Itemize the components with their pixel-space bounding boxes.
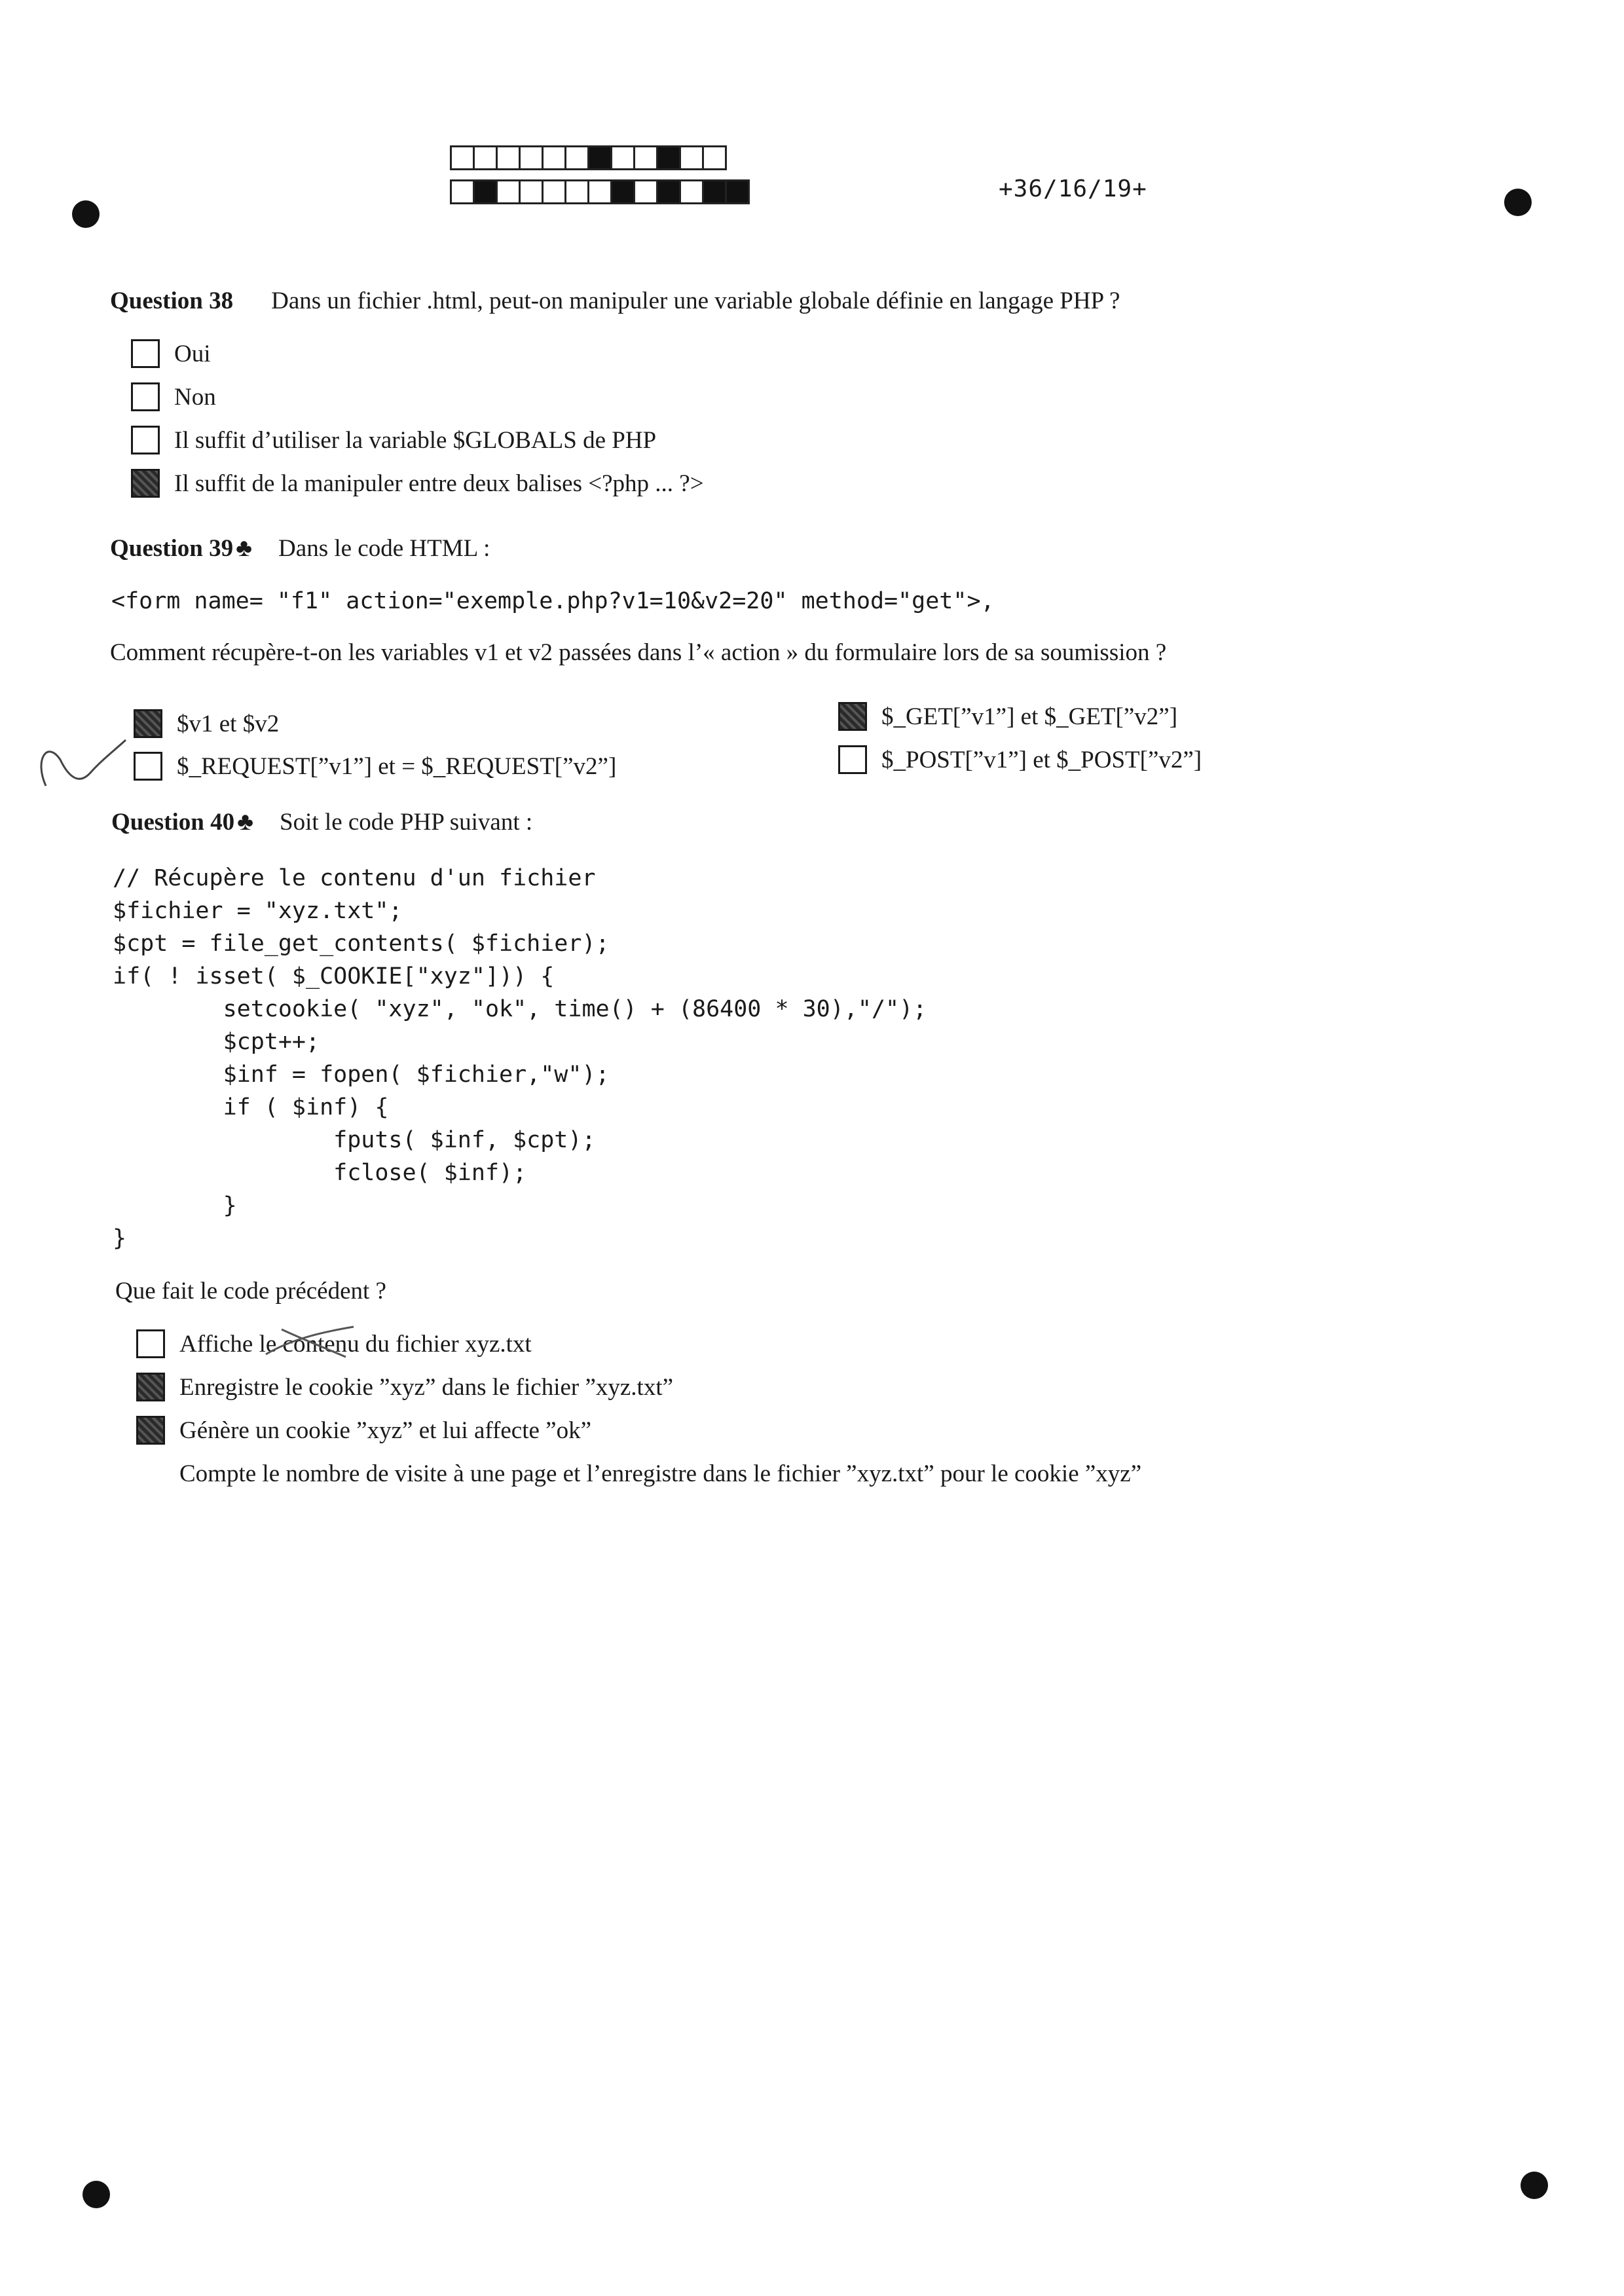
handwritten-strike-mark bbox=[262, 1322, 360, 1361]
q40-option-4[interactable] bbox=[136, 1459, 1141, 1488]
barcode-cell bbox=[473, 145, 498, 170]
barcode-cell bbox=[519, 179, 544, 204]
checkbox-filled[interactable] bbox=[131, 469, 160, 498]
barcode-cell bbox=[702, 179, 727, 204]
q39-option-2[interactable] bbox=[838, 702, 1177, 731]
barcode-cell bbox=[656, 179, 681, 204]
barcode-cell bbox=[633, 145, 658, 170]
option-label: $_POST[”v1”] et $_POST[”v2”] bbox=[881, 746, 1202, 773]
barcode-cell bbox=[542, 179, 566, 204]
handwritten-margin-mark bbox=[28, 714, 132, 799]
option-label: Oui bbox=[174, 340, 211, 367]
barcode-row-1 bbox=[452, 145, 727, 170]
barcode-cell bbox=[564, 179, 589, 204]
barcode-cell bbox=[473, 179, 498, 204]
barcode-cell bbox=[542, 145, 566, 170]
sheet-id: +36/16/19+ bbox=[999, 176, 1147, 202]
checkbox-erased[interactable] bbox=[136, 1459, 165, 1488]
barcode-cell bbox=[610, 145, 635, 170]
barcode-cell bbox=[564, 145, 589, 170]
question-39-prompt: Comment récupère-t-on les variables v1 et v2 passées dans l’« action » du formulaire lors de sa soumission ? bbox=[110, 639, 1167, 666]
registration-mark-bottom-right bbox=[1521, 2172, 1548, 2199]
checkbox[interactable] bbox=[131, 426, 160, 454]
club-icon: ♣ bbox=[236, 534, 253, 562]
option-label: Génère un cookie ”xyz” et lui affecte ”ok” bbox=[179, 1416, 591, 1444]
question-40-heading bbox=[111, 807, 532, 836]
barcode-cell bbox=[702, 145, 727, 170]
checkbox-filled[interactable] bbox=[838, 702, 867, 731]
question-38-heading bbox=[110, 287, 1120, 315]
checkbox[interactable] bbox=[131, 339, 160, 368]
checkbox[interactable] bbox=[134, 752, 162, 781]
barcode-cell bbox=[450, 145, 475, 170]
q38-option-3[interactable] bbox=[131, 426, 656, 454]
q40-option-2[interactable] bbox=[136, 1373, 673, 1401]
question-label: Question 39 bbox=[110, 535, 234, 562]
question-40-prompt: Que fait le code précédent ? bbox=[115, 1278, 386, 1305]
barcode-cell bbox=[679, 179, 704, 204]
option-label: Non bbox=[174, 383, 216, 411]
q39-option-4[interactable] bbox=[838, 745, 1202, 774]
checkbox-filled[interactable] bbox=[136, 1416, 165, 1445]
q40-option-3[interactable] bbox=[136, 1416, 591, 1445]
option-label: Il suffit d’utiliser la variable $GLOBALS de PHP bbox=[174, 426, 657, 454]
checkbox[interactable] bbox=[136, 1329, 165, 1358]
q39-option-3[interactable] bbox=[134, 752, 616, 781]
barcode-cell bbox=[587, 145, 612, 170]
barcode-cell bbox=[725, 179, 750, 204]
q38-option-4[interactable] bbox=[131, 469, 704, 498]
php-code-block: // Récupère le contenu d'un fichier $fichier = "xyz.txt"; $cpt = file_get_contents( $fichier); if( ! isset( $_COOKIE["xyz"])) { setcookie( "xyz", "ok", time() + (86400 * 30),"/"); $cpt++; $inf = fopen( $fichier,"w"); if ( $inf) { fputs( $inf, $cpt); fclose( $inf); } } bbox=[113, 865, 927, 1251]
q39-option-1[interactable] bbox=[134, 709, 279, 738]
question-label: Question 40 bbox=[111, 809, 235, 836]
checkbox[interactable] bbox=[131, 382, 160, 411]
barcode-cell bbox=[656, 145, 681, 170]
option-label: $_GET[”v1”] et $_GET[”v2”] bbox=[881, 703, 1178, 730]
option-label: Enregistre le cookie ”xyz” dans le fichier ”xyz.txt” bbox=[179, 1373, 674, 1401]
option-label: Affiche le contenu du fichier xyz.txt bbox=[179, 1330, 532, 1358]
checkbox[interactable] bbox=[838, 745, 867, 774]
q38-option-2[interactable] bbox=[131, 382, 216, 411]
registration-mark-bottom-left bbox=[83, 2181, 110, 2208]
checkbox-filled[interactable] bbox=[136, 1373, 165, 1401]
question-text: Dans le code HTML : bbox=[278, 535, 490, 562]
question-39-heading bbox=[110, 534, 490, 563]
barcode-cell bbox=[519, 145, 544, 170]
barcode-cell bbox=[610, 179, 635, 204]
option-label: $_REQUEST[”v1”] et = $_REQUEST[”v2”] bbox=[177, 752, 617, 780]
barcode-cell bbox=[587, 179, 612, 204]
barcode-cell bbox=[679, 145, 704, 170]
barcode-row-2 bbox=[452, 179, 750, 204]
barcode-cell bbox=[633, 179, 658, 204]
barcode-cell bbox=[496, 179, 521, 204]
question-label: Question 38 bbox=[110, 287, 234, 314]
q38-option-1[interactable] bbox=[131, 339, 211, 368]
option-label: Compte le nombre de visite à une page et l’enregistre dans le fichier ”xyz.txt” pour le cookie ”xyz” bbox=[179, 1460, 1142, 1487]
registration-mark-top-right bbox=[1504, 189, 1532, 216]
question-text: Dans un fichier .html, peut-on manipuler une variable globale définie en langage PHP ? bbox=[271, 287, 1120, 314]
checkbox-filled[interactable] bbox=[134, 709, 162, 738]
option-label: Il suffit de la manipuler entre deux balises <?php ... ?> bbox=[174, 470, 704, 497]
question-text: Soit le code PHP suivant : bbox=[280, 809, 533, 836]
barcode-cell bbox=[450, 179, 475, 204]
html-code-line: <form name= "f1" action="exemple.php?v1=10&v2=20" method="get">, bbox=[111, 588, 995, 614]
option-label: $v1 et $v2 bbox=[177, 710, 280, 737]
barcode-cell bbox=[496, 145, 521, 170]
registration-mark-top-left bbox=[72, 200, 100, 228]
club-icon: ♣ bbox=[237, 808, 254, 836]
